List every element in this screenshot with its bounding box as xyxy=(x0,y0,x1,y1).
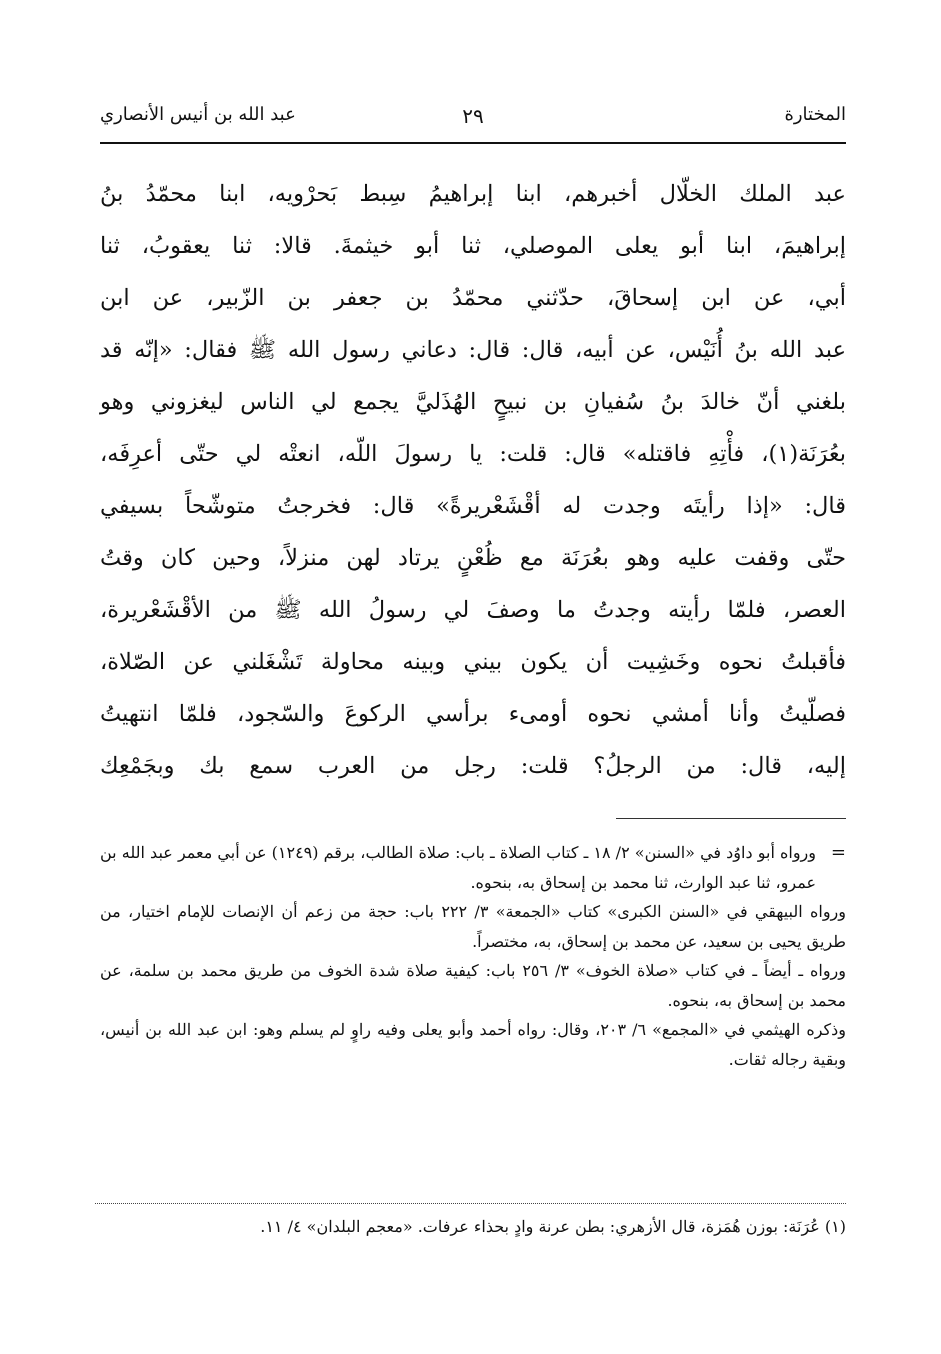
text-line: فصلّيتُ وأنا أمشي نحوه أومىء برأسي الركوعَ والسّجود، فلمّا انتهيتُ xyxy=(100,701,846,727)
note-paragraph xyxy=(100,838,846,897)
continuation-mark: = xyxy=(830,842,846,863)
continued-notes xyxy=(100,838,846,1074)
text-line: قال: «إذا رأيتَه وجدت له أقْشَعْريرةً» قال: فخرجتُ متوشّحاً بسيفي xyxy=(100,493,846,519)
text-line: عبد الملك الخلّال أخبرهم، ابنا إبراهيمُ سِبط بَحرْويه، ابنا محمّدُ بنُ xyxy=(100,181,846,207)
page-number: ٢٩ xyxy=(462,104,484,128)
footnote-divider xyxy=(95,1203,846,1204)
text-line: بعُرَنَة(١)، فأْتِهِ فاقتله» قال: قلت: يا رسولَ اللّه، انعتْه لي حتّى أعرِفَه، xyxy=(100,441,846,467)
text-line: فأقبلتُ نحوه وخَشِيت أن يكون بيني وبينه محاولة تَشْغَلني عن الصّلاة، xyxy=(100,649,846,675)
text-line: بلغني أنّ خالدَ بنُ سُفيانِ بن نبيحٍ الهُذَليَّ يجمع لي الناس ليغزوني وهو xyxy=(100,389,846,415)
header-book-title: المختارة xyxy=(784,104,846,125)
text-line: عبد الله بنُ أُنَيْس، عن أبيه، قال: قال: دعاني رسول الله ﷺ فقال: «إنّه قد xyxy=(100,337,846,363)
text-line: العصر، فلمّا رأيته وجدتُ ما وصفَ لي رسولُ الله ﷺ من الأقْشَعْريرة، xyxy=(100,597,846,623)
main-text xyxy=(100,168,846,792)
text-line: أبي، عن ابن إسحاقَ، حدّثني محمّدُ بن جعفر بن الزّبير، عن ابن xyxy=(100,285,846,311)
note-paragraph: وذكره الهيثمي في «المجمع» ٦/ ٢٠٣، وقال: رواه أحمد وأبو يعلى وفيه راوٍ لم يسلم وهو: ابن عبد الله بن أنيس، وبقية رجاله ثقات. xyxy=(100,1020,847,1069)
running-header xyxy=(100,98,846,144)
header-section-title: عبد الله بن أنيس الأنصاري xyxy=(100,104,296,125)
text-line: إليه، قال: من الرجلُ؟ قلت: رجل من العرب سمع بك وبجَمْعِك xyxy=(100,753,846,779)
note-text: ورواه أبو داوُد في «السنن» ٢/ ١٨ ـ كتاب الصلاة ـ باب: صلاة الطالب، برقم (١٢٤٩) عن أبي معمر عبد الله بن عمرو، ثنا عبد الوارث، ثنا محمد بن إسحاق به، بنحوه. xyxy=(100,843,817,892)
note-paragraph: ورواه البيهقي في «السنن الكبرى» كتاب «الجمعة» ٣/ ٢٢٢ باب: حجة من زعم أن الإنصات للإمام اختيار، من طريق يحيى بن سعيد، عن محمد بن إسحاق، به، مختصراً. xyxy=(100,902,846,951)
footnote: (١) عُرَنَة: بوزن هُمَزة، قال الأزهري: بطن عرنة وادٍ بحذاء عرفات. «معجم البلدان» ٤/ ١١. xyxy=(260,1217,846,1236)
text-line: حتّى وقفت عليه وهو بعُرَنَة مع ظُعْنٍ يرتاد لهن منزلاً، وحين كان وقتُ xyxy=(100,545,846,571)
notes-divider xyxy=(616,818,846,819)
note-paragraph: ورواه ـ أيضاً ـ في كتاب «صلاة الخوف» ٣/ ٢٥٦ باب: كيفية صلاة شدة الخوف من طريق محمد بن سلمة، عن محمد بن إسحاق به، بنحوه. xyxy=(100,961,846,1010)
text-line: إبراهيمَ، ابنا أبو يعلى الموصلي، ثنا أبو خيثمةَ. قالا: ثنا يعقوبُ، ثنا xyxy=(100,233,846,259)
